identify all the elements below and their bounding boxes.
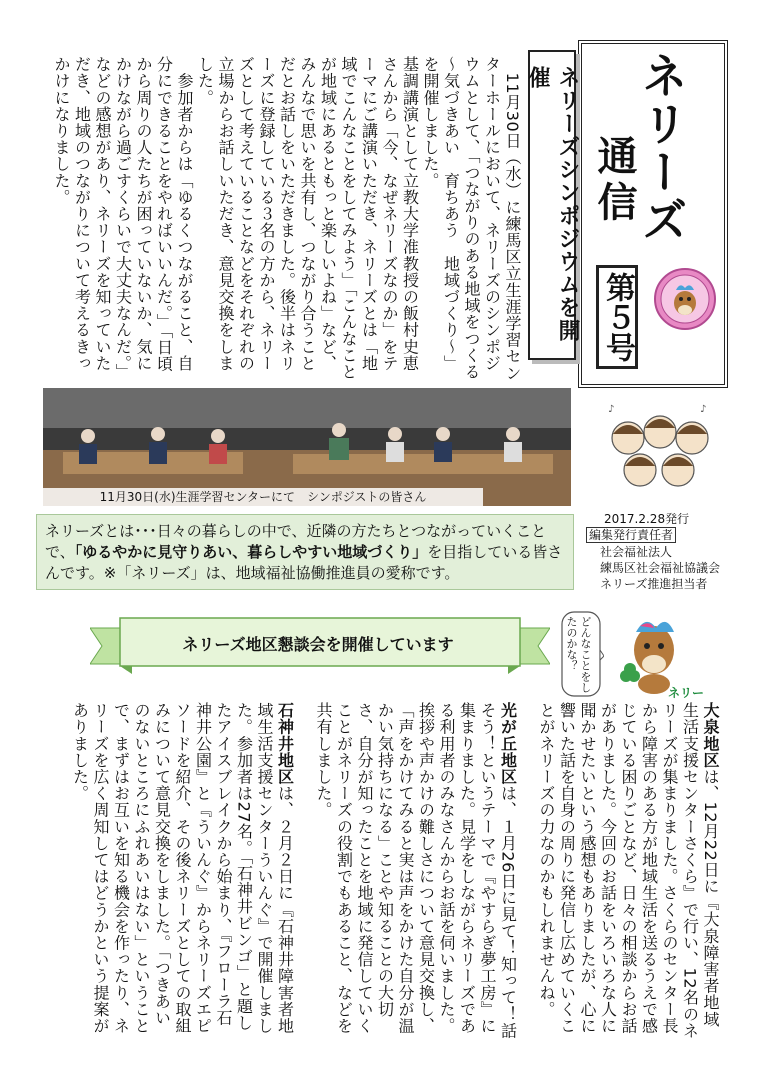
district-shakujii-text: は、２月２日に『石神井障害者地域生活支援センターういんぐ』で開催しました。参加者は27名。「石神井ビンゴ」と題したアイスブレイクから始まり、『フローラ石神井公園』と『ういんぐ』からネリーズエピソードを紹介、その後ネリーズとしての取組みについて意見交換をしました。「つきあいのないところにふれあいはない」ということで、まずはお互いを知る機会を作ったり、ネリーズを広く周知してはどうかという提案がありました。 xyxy=(70,702,295,1034)
headline-box xyxy=(525,50,580,360)
definition-emphasis: 「ゆるやかに見守りあい、暮らしやすい地域づくり」 xyxy=(74,543,428,561)
district-hikarigaoka-text: は、１月26日に見て！知って！話そう！というテーマで『やすらぎ夢工房』に集まりました。見学をしながらネリーズである利用者のみなさんからお話を伺いました。挨拶や声かけの難しさについて意見交換し、「声をかけてみると実は声をかけた自分が温かい気持ちになる」ことや知ることの大切さ、自分が知ったことを地域に発信していくことがネリーズの役割でもあること、などを共有しました。 xyxy=(314,702,518,1039)
photo-caption: 11月30日(水)生涯学習センターにて シンポジストの皆さん xyxy=(43,488,483,506)
district-hikarigaoka xyxy=(313,702,518,1042)
publisher-org-1: 社会福祉法人 xyxy=(600,545,673,559)
editor-label: 編集発行責任者 xyxy=(586,527,676,543)
district-hikarigaoka-name: 光が丘地区 xyxy=(498,702,518,785)
mascot-name-label: ネリー xyxy=(668,686,705,700)
mascot-badge-icon xyxy=(654,268,716,330)
district-oizumi xyxy=(536,702,721,1042)
issue-number: 第５号 xyxy=(600,272,635,362)
district-reports xyxy=(40,702,720,1042)
article-headline: ネリーズシンポジウムを開催 xyxy=(525,66,580,342)
article-paragraph-3: 参加者からは「ゆるくつながること、自分にできることをやればいいんだ。」「日頃から周りの人たちが困っていないか、気にかけながら過ごすくらいで大丈夫なんだ。」などの感想があり、ネリーズを知っていただき、地域のつながりについて考えるきっかけになりました。 xyxy=(52,56,194,380)
svg-text:♪: ♪ xyxy=(700,404,707,415)
speech-bubble-text: どんなことをしたのかな？ xyxy=(565,616,592,693)
issue-number-box xyxy=(596,265,638,369)
definition-text-1: ネリーズとは･･･日々の暮らしの中で、近隣の方たちとつながっていくことで、 xyxy=(45,522,547,561)
publisher-org-3: ネリーズ推進担当者 xyxy=(600,577,708,591)
definition-text-2: を目指している皆さんです。※「ネリーズ」は、地域福祉協働推進員の愛称です。 xyxy=(45,543,563,582)
article-body xyxy=(52,56,522,386)
publication-date: 2017.2.28発行 xyxy=(604,512,690,526)
newsletter-title-line1: ネリーズ xyxy=(635,52,689,244)
section-title: ネリーズ地区懇談会を開催しています xyxy=(182,635,454,654)
district-shakujii xyxy=(69,702,295,1042)
definition-box xyxy=(36,514,574,590)
publisher-org-2: 練馬区社会福祉協議会 xyxy=(600,561,721,575)
district-oizumi-text: は、12月22日に『大泉障害者地域生活支援センターさくら』で行い、12名のネリーズが集まりました。さくらのセンター長から障害のある方が地域生活を送るうえで感じている困りごとなど、日々の相談からお話がありました。今回のお話をいろいろな人に聞かせたいという感想もありましたが、心に響いた話を自身の周りに発信し広めていくことがネリーズの力なのかもしれませんね。 xyxy=(537,702,720,1039)
residents-illustration xyxy=(600,400,718,500)
district-shakujii-name: 石神井地区 xyxy=(275,702,295,785)
svg-text:♪: ♪ xyxy=(608,404,615,415)
district-oizumi-name: 大泉地区 xyxy=(701,702,720,769)
newsletter-title-line2: 通信 xyxy=(591,135,637,227)
article-paragraph-1: 11月30日（水）に練馬区立生涯学習センターホールにおいて、ネリーズのシンポジウムとして、「つながりのある地域をつくる～気づきあい 育ちあう 地域づくり～」を開催しました。 xyxy=(421,56,522,382)
article-paragraph-2: 基調講演として立教大学准教授の飯村史恵さんから「今、なぜネリーズなのか」をテーマにご講演いただき、ネリーズとは「地域でこんなことをしてみよう」「こんなことが地域にあるともっと楽しいよね」など、みんなで思いを共有し、つながり合うことだとお話しをいただきました。後半はネリーズに登録している３名の方から、ネリーズとして考えていることなどをそれぞれの立場からお話しいただき、意見交換をしました。 xyxy=(195,56,420,380)
